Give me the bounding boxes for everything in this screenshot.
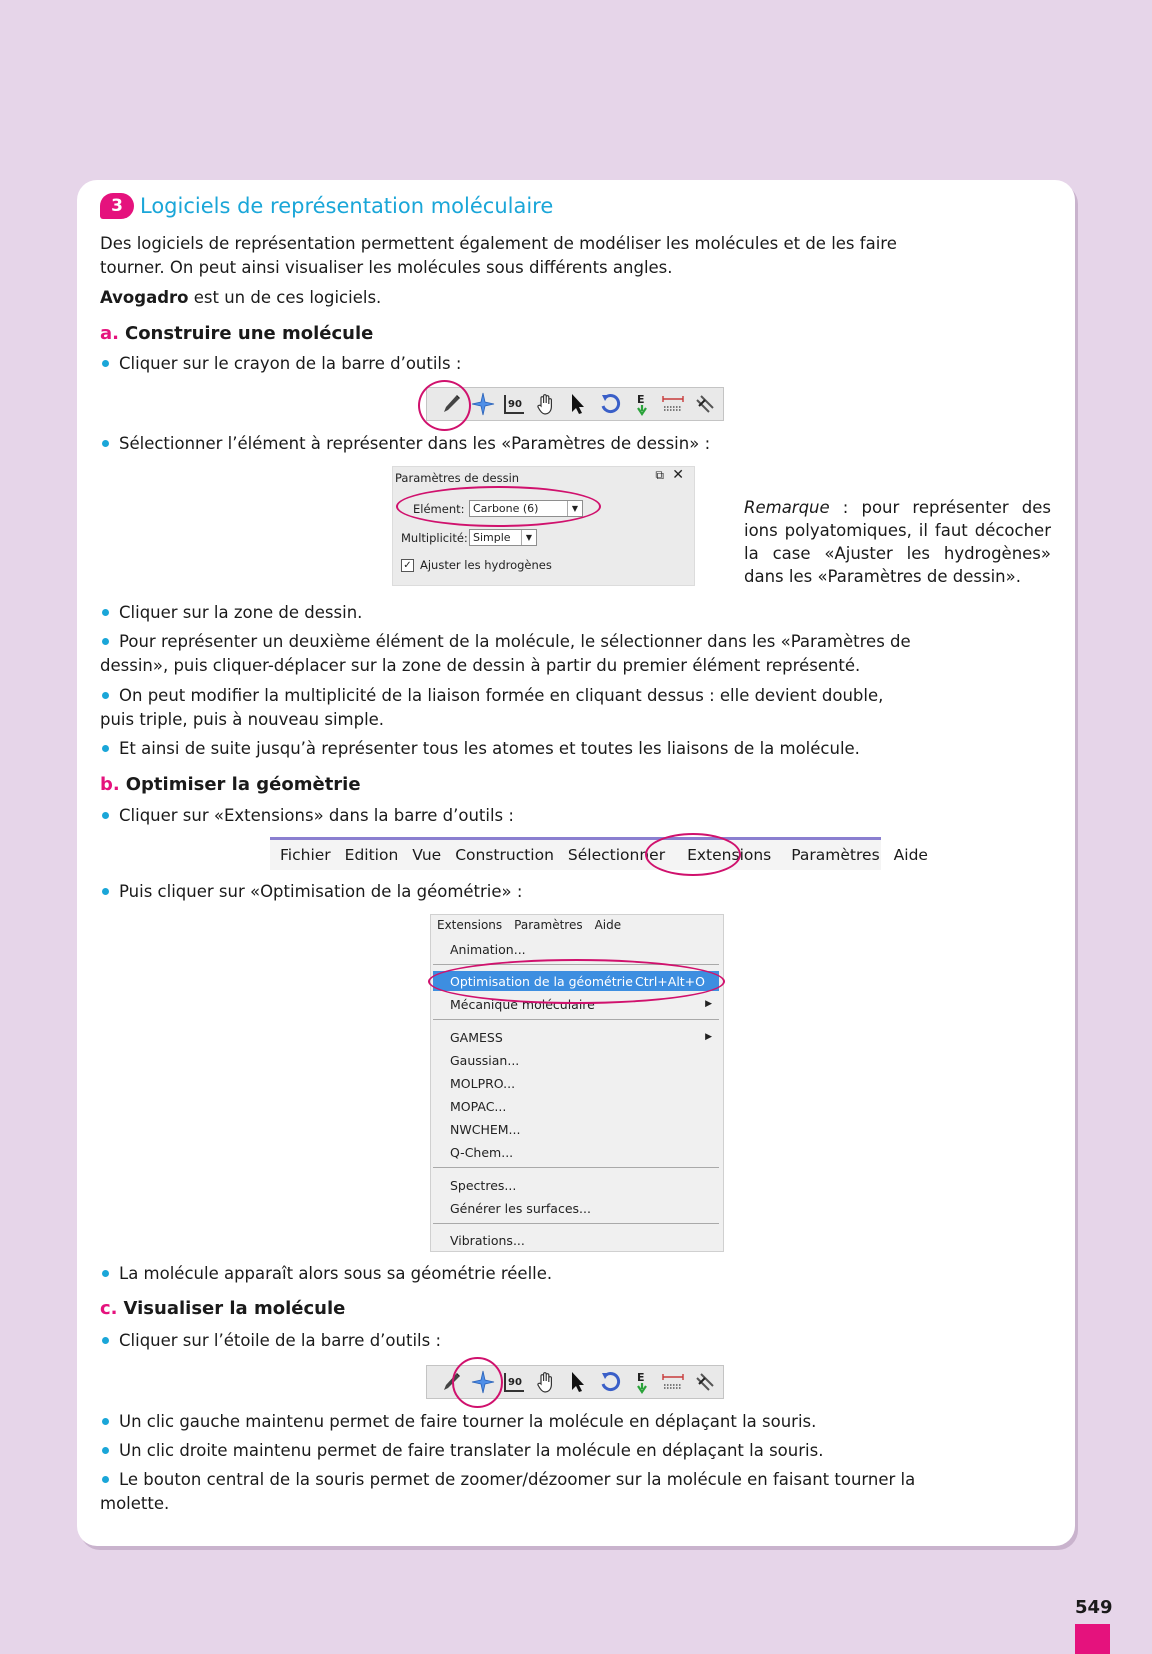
part-a-bullet-1: Cliquer sur le crayon de la barre d’outils :: [100, 352, 920, 376]
optimize-icon[interactable]: [628, 1369, 656, 1395]
menu-separator: [433, 1223, 719, 1224]
part-b-bullet-2: Puis cliquer sur «Optimisation de la géométrie» :: [100, 880, 920, 904]
menu-extensions[interactable]: Extensions: [687, 846, 772, 864]
menu-item-molpro[interactable]: MOLPRO...: [450, 1075, 516, 1091]
part-c-bullet-4: Le bouton central de la souris permet de zoomer/dézoomer sur la molécule en faisant tourner la molette.: [100, 1468, 920, 1516]
page-corner-tab: [1075, 1624, 1110, 1654]
measure-icon[interactable]: [501, 391, 529, 417]
optimisation-label: Optimisation de la géométrie: [450, 973, 633, 989]
manipulate-icon[interactable]: [691, 391, 719, 417]
adjust-hydrogens-checkbox[interactable]: ✓: [401, 559, 414, 572]
highlight-star-ring: [452, 1357, 503, 1408]
svg-text:90: 90: [508, 399, 523, 410]
gamess-label: GAMESS: [450, 1029, 503, 1045]
submenu-arrow-icon: ▶: [705, 999, 712, 1009]
select-arrow-icon[interactable]: [564, 391, 592, 417]
manipulate-icon[interactable]: [691, 1369, 719, 1395]
multiplicity-label: Multiplicité:: [401, 530, 468, 545]
adjust-hydrogens-label: Ajuster les hydrogènes: [420, 558, 552, 572]
part-a-bullet-6: Et ainsi de suite jusqu’à représenter tous les atomes et toutes les liaisons de la molécule.: [100, 737, 920, 761]
menubar: [270, 837, 928, 870]
chevron-down-icon: ▼: [567, 501, 582, 516]
menu-edition[interactable]: Edition: [344, 846, 399, 864]
part-b-bullet-1: Cliquer sur «Extensions» dans la barre d’outils :: [100, 804, 920, 828]
highlight-pencil-ring: [418, 380, 471, 431]
rotate-icon[interactable]: [596, 1369, 624, 1395]
measure-icon[interactable]: [501, 1369, 529, 1395]
menu-item-vibrations[interactable]: Vibrations...: [450, 1232, 525, 1248]
part-b-heading: [100, 774, 361, 795]
star-navigate-icon[interactable]: [469, 391, 497, 417]
remark-label: Remarque: [744, 498, 830, 517]
part-a-bullet-3: Cliquer sur la zone de dessin.: [100, 601, 920, 625]
menu-item-gamess[interactable]: [450, 1027, 712, 1047]
menu-item-nwchem[interactable]: NWCHEM...: [450, 1121, 521, 1137]
menu-header: [431, 915, 723, 934]
remark-text: : pour représenter des ions polyatomiques, il faut décocher la case «Ajuster les hydrogènes» dans les «Paramètres de dessin».: [744, 498, 1051, 586]
part-a-letter: a.: [100, 323, 119, 344]
select-arrow-icon[interactable]: [564, 1369, 592, 1395]
menu-parametres[interactable]: Paramètres: [791, 846, 880, 864]
rotate-icon[interactable]: [596, 391, 624, 417]
part-b-bullet-3: La molécule apparaît alors sous sa géométrie réelle.: [100, 1262, 920, 1286]
page-number: 549: [1075, 1597, 1113, 1618]
intro-avogadro: [100, 286, 920, 310]
section-title: Logiciels de représentation moléculaire: [140, 194, 554, 218]
align-icon[interactable]: [659, 391, 687, 417]
dialog-close-icon[interactable]: ✕: [672, 467, 684, 483]
adjust-hydrogens-row: [401, 558, 552, 572]
menu-item-surfaces[interactable]: Générer les surfaces...: [450, 1200, 591, 1216]
menu-header-aide[interactable]: Aide: [594, 917, 622, 932]
chevron-down-icon: ▼: [521, 530, 536, 545]
menu-fichier[interactable]: Fichier: [280, 846, 331, 864]
svg-text:90: 90: [508, 1377, 523, 1388]
menu-separator: [433, 1167, 719, 1168]
part-c-bullet-3: Un clic droite maintenu permet de faire translater la molécule en déplaçant la souris.: [100, 1439, 920, 1463]
menu-item-spectres[interactable]: Spectres...: [450, 1177, 517, 1193]
mecanique-label: Mécanique moléculaire: [450, 996, 595, 1012]
element-label: Elément:: [413, 501, 465, 516]
menu-item-qchem[interactable]: Q-Chem...: [450, 1144, 514, 1160]
part-c-heading: [100, 1298, 345, 1319]
hand-icon[interactable]: [532, 391, 560, 417]
part-c-title: Visualiser la molécule: [123, 1298, 346, 1319]
menu-construction[interactable]: Construction: [455, 846, 554, 864]
part-b-title: Optimiser la géomètrie: [125, 774, 361, 795]
dialog-title: Paramètres de dessin: [395, 471, 520, 485]
drawing-settings-dialog: [392, 466, 695, 586]
submenu-arrow-icon: ▶: [705, 1032, 712, 1042]
part-a-bullet-4: Pour représenter un deuxième élément de la molécule, le sélectionner dans les «Paramètres de dessin», puis cliquer-déplacer sur la zone de dessin à partir du premier élément représenté.: [100, 630, 920, 678]
menu-item-mopac[interactable]: MOPAC...: [450, 1098, 507, 1114]
section-number-badge: 3: [100, 193, 134, 219]
align-icon[interactable]: [659, 1369, 687, 1395]
menu-separator: [433, 1019, 719, 1020]
optimize-icon[interactable]: [628, 391, 656, 417]
multiplicity-row: [401, 529, 537, 546]
part-a-heading: [100, 323, 373, 344]
section-heading: [100, 193, 553, 219]
avogadro-name: Avogadro: [100, 288, 189, 307]
remark-note: [744, 496, 1051, 588]
multiplicity-select[interactable]: [469, 529, 537, 546]
menu-item-animation[interactable]: Animation...: [450, 941, 526, 957]
menu-item-gaussian[interactable]: Gaussian...: [450, 1052, 520, 1068]
hand-icon[interactable]: [532, 1369, 560, 1395]
intro-paragraph: Des logiciels de représentation permettent également de modéliser les molécules et de les faire tourner. On peut ainsi visualiser les molécules sous différents angles.: [100, 234, 897, 277]
menu-header-extensions[interactable]: Extensions: [437, 917, 503, 932]
menu-aide[interactable]: Aide: [893, 846, 928, 864]
multiplicity-value: Simple: [473, 531, 511, 544]
highlight-extensions-ring: [645, 833, 741, 876]
highlight-optimisation-ring: [428, 959, 725, 1004]
avogadro-rest: est un de ces logiciels.: [188, 288, 382, 307]
optimisation-shortcut: Ctrl+Alt+O: [635, 973, 705, 989]
part-a-bullet-5: On peut modifier la multiplicité de la liaison formée en cliquant dessus : elle devient double, puis triple, puis à nouveau simple.: [100, 684, 920, 732]
part-c-bullet-1: Cliquer sur l’étoile de la barre d’outils :: [100, 1329, 920, 1353]
part-a-bullet-2: Sélectionner l’élément à représenter dans les «Paramètres de dessin» :: [100, 432, 920, 456]
svg-text:E: E: [636, 1371, 645, 1384]
part-c-bullet-2: Un clic gauche maintenu permet de faire tourner la molécule en déplaçant la souris.: [100, 1410, 920, 1434]
dialog-float-icon[interactable]: ⧉: [655, 468, 664, 482]
menu-header-parametres[interactable]: Paramètres: [514, 917, 583, 932]
part-b-letter: b.: [100, 774, 120, 795]
element-value: Carbone (6): [473, 502, 539, 515]
menu-selectionner[interactable]: Sélectionner: [567, 846, 666, 864]
part-a-title: Construire une molécule: [124, 323, 374, 344]
svg-text:E: E: [636, 393, 645, 406]
part-c-letter: c.: [100, 1298, 118, 1319]
highlight-element-ring: [396, 486, 601, 527]
menu-vue[interactable]: Vue: [412, 846, 442, 864]
